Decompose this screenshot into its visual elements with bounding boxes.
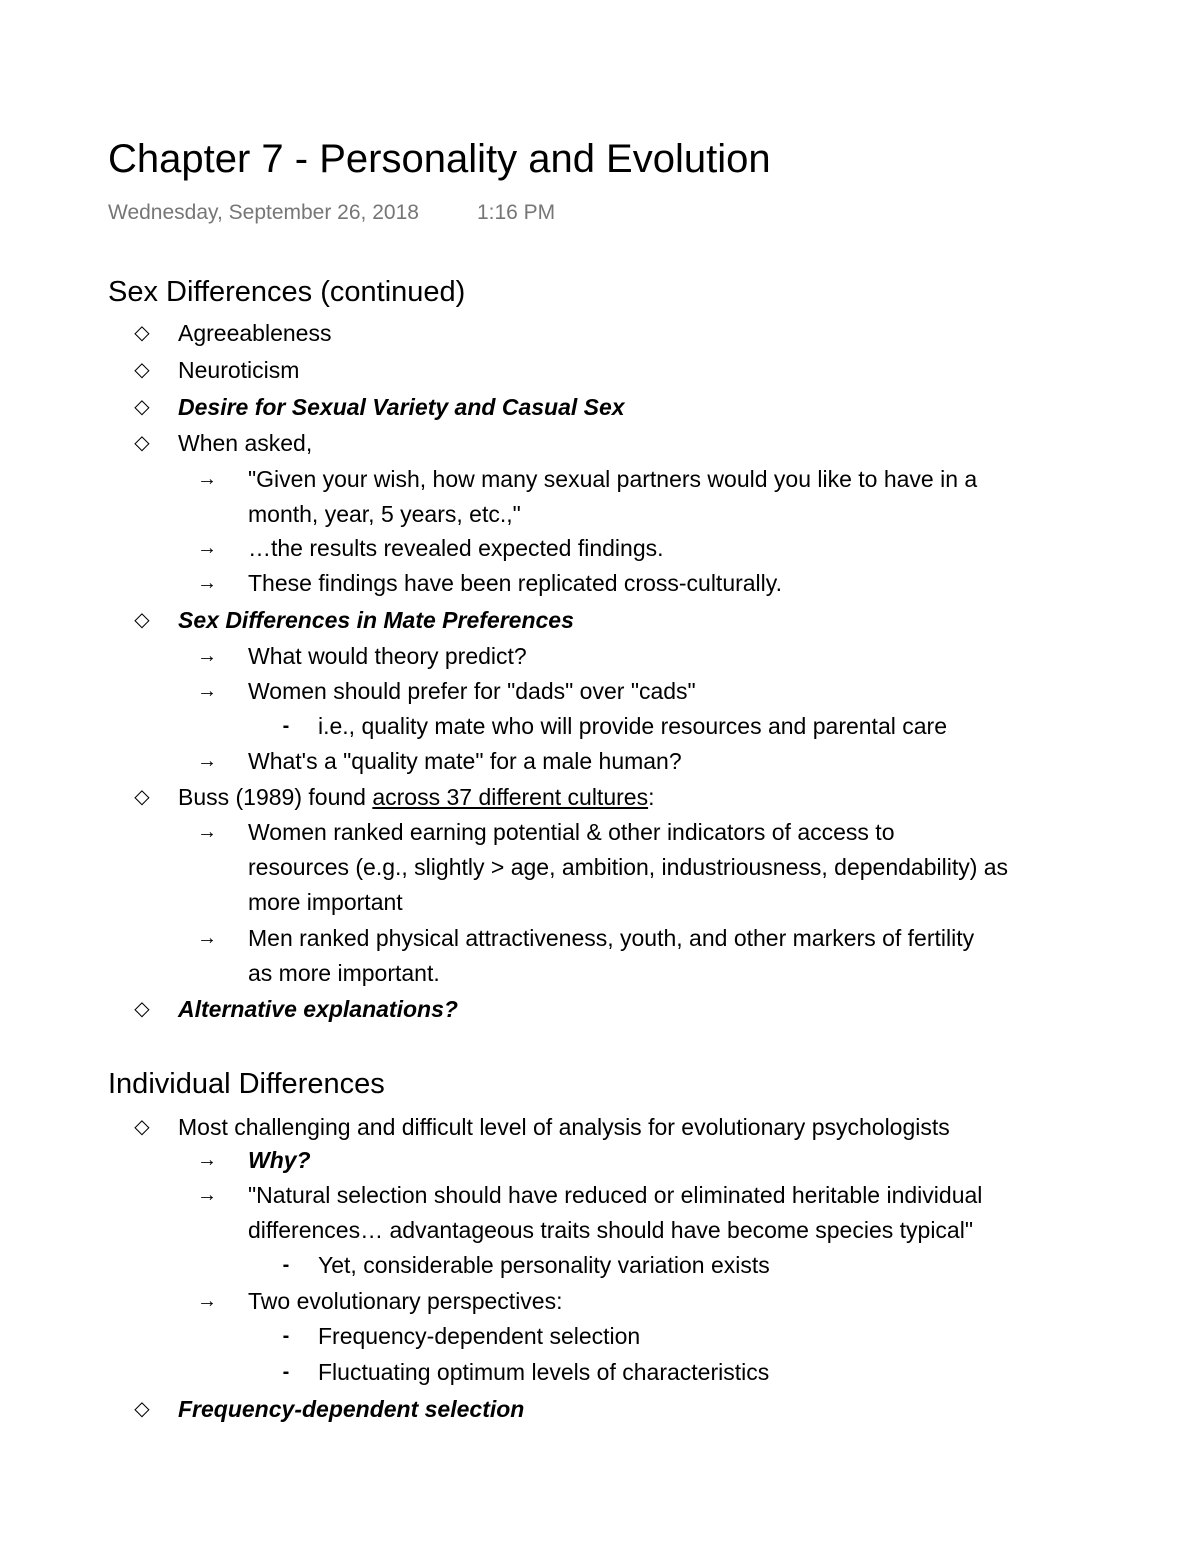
dash-bullet-icon: -: [282, 1254, 290, 1276]
arrow-bullet-icon: →: [197, 821, 217, 843]
arrow-bullet-icon: →: [197, 927, 217, 949]
arrow-bullet-icon: →: [197, 468, 217, 490]
underlined-text: across 37 different cultures: [372, 784, 649, 810]
diamond-bullet-icon: ◇: [134, 1116, 150, 1138]
dash-bullet-icon: -: [282, 715, 290, 737]
list-item: ◇ Agreeableness: [178, 318, 331, 348]
list-item: → Why?: [248, 1145, 311, 1175]
diamond-bullet-icon: ◇: [134, 1398, 150, 1420]
list-item: - Frequency-dependent selection: [318, 1321, 640, 1351]
list-item: → What would theory predict?: [248, 641, 527, 671]
list-item: ◇ Sex Differences in Mate Preferences: [178, 605, 574, 635]
list-item-continuation: as more important.: [248, 960, 440, 986]
diamond-bullet-icon: ◇: [134, 609, 150, 631]
list-item-continuation: differences… advantageous traits should have become species typical": [248, 1217, 973, 1243]
diamond-bullet-icon: ◇: [134, 359, 150, 381]
section-heading-individual-differences: Individual Differences: [108, 1068, 385, 1100]
dash-bullet-icon: -: [282, 1361, 290, 1383]
list-item: ◇ Alternative explanations?: [178, 994, 458, 1024]
arrow-bullet-icon: →: [197, 537, 217, 559]
list-item-continuation: more important: [248, 889, 403, 915]
diamond-bullet-icon: ◇: [134, 432, 150, 454]
list-item: ◇ Desire for Sexual Variety and Casual Sex: [178, 392, 625, 422]
diamond-bullet-icon: ◇: [134, 786, 150, 808]
list-item-continuation: month, year, 5 years, etc.,": [248, 501, 521, 527]
list-item: - Yet, considerable personality variation exists: [318, 1250, 770, 1280]
dash-bullet-icon: -: [282, 1325, 290, 1347]
list-item: → Women should prefer for "dads" over "cads": [248, 676, 696, 706]
arrow-bullet-icon: →: [197, 680, 217, 702]
list-item: → Men ranked physical attractiveness, youth, and other markers of fertility: [248, 923, 974, 953]
diamond-bullet-icon: ◇: [134, 998, 150, 1020]
list-item: → Two evolutionary perspectives:: [248, 1286, 563, 1316]
list-item: ◇ Frequency-dependent selection: [178, 1394, 524, 1424]
list-item: ◇ Most challenging and difficult level of analysis for evolutionary psychologists: [178, 1112, 950, 1142]
note-timestamp: [108, 199, 555, 227]
list-item: ◇ Buss (1989) found across 37 different cultures:: [178, 782, 654, 812]
list-item-continuation: resources (e.g., slightly > age, ambition, industriousness, dependability) as: [248, 854, 1009, 880]
diamond-bullet-icon: ◇: [134, 322, 150, 344]
note-date: Wednesday, September 26, 2018: [108, 201, 419, 224]
list-item: → These findings have been replicated cross-culturally.: [248, 568, 782, 598]
list-item: → Women ranked earning potential & other indicators of access to: [248, 817, 895, 847]
page-title: Chapter 7 - Personality and Evolution: [108, 137, 771, 181]
list-item: - i.e., quality mate who will provide resources and parental care: [318, 711, 947, 741]
list-item: → What's a "quality mate" for a male human?: [248, 746, 682, 776]
diamond-bullet-icon: ◇: [134, 396, 150, 418]
list-item: ◇ When asked,: [178, 428, 312, 458]
arrow-bullet-icon: →: [197, 1149, 217, 1171]
arrow-bullet-icon: →: [197, 1184, 217, 1206]
list-item: → "Natural selection should have reduced or eliminated heritable individual: [248, 1180, 982, 1210]
arrow-bullet-icon: →: [197, 572, 217, 594]
section-heading-sex-differences: Sex Differences (continued): [108, 276, 466, 308]
arrow-bullet-icon: →: [197, 645, 217, 667]
list-item: → …the results revealed expected findings.: [248, 533, 664, 563]
list-item: - Fluctuating optimum levels of characteristics: [318, 1357, 769, 1387]
arrow-bullet-icon: →: [197, 1290, 217, 1312]
arrow-bullet-icon: →: [197, 750, 217, 772]
list-item: ◇ Neuroticism: [178, 355, 299, 385]
note-time: 1:16 PM: [476, 201, 556, 224]
list-item: → "Given your wish, how many sexual partners would you like to have in a: [248, 464, 977, 494]
